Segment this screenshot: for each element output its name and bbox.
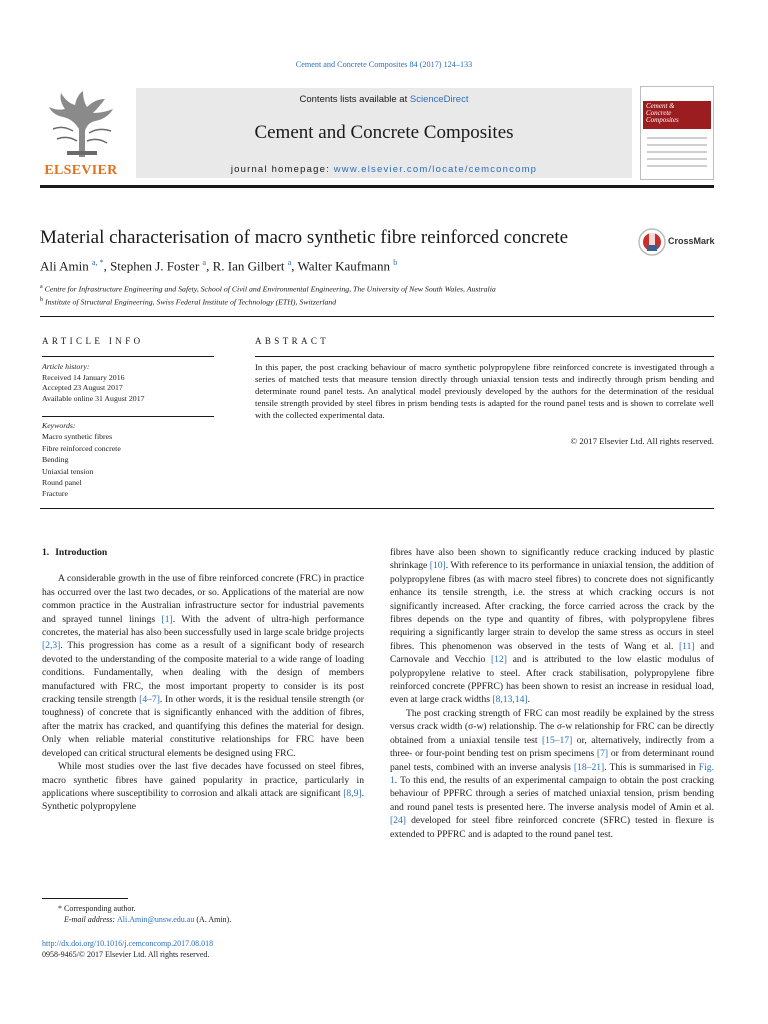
crossmark-badge[interactable] <box>638 228 718 256</box>
affiliation-list <box>40 282 714 307</box>
keyword-item: Bending <box>42 455 69 465</box>
journal-masthead <box>40 86 714 182</box>
cover-title-line: Concrete <box>646 109 672 117</box>
footnote-rule <box>42 898 128 899</box>
keyword-item: Fibre reinforced concrete <box>42 443 121 453</box>
affiliation-letter: b <box>40 296 43 303</box>
author-list: Ali Amin $^{a, *}$, Stephen J. Foster $^a$, R. Ian Gilbert $^a$, Walter Kaufmann $^b$ <box>40 258 398 274</box>
section-number: 1. <box>42 547 50 558</box>
author-affiliation-mark[interactable]: b <box>393 258 398 267</box>
history-accepted: Accepted 23 August 2017 <box>42 383 123 392</box>
history-label: Article history: <box>42 362 90 371</box>
keywords-rule <box>42 416 214 417</box>
cover-title-line: Composites <box>646 116 679 124</box>
journal-homepage-line <box>136 164 632 175</box>
abstract-rule <box>255 356 714 357</box>
elsevier-wordmark: ELSEVIER <box>44 163 118 178</box>
section-rule <box>40 316 714 317</box>
keywords-label: Keywords: <box>42 421 76 430</box>
article-info-heading: ARTICLE INFO <box>42 336 144 346</box>
reference-link[interactable]: [2,3] <box>42 640 61 652</box>
footnote-email: E-mail address: Ali.Amin@unsw.edu.au (A. Amin). <box>64 915 232 924</box>
reference-link[interactable]: [11] <box>678 640 695 652</box>
abstract-heading: ABSTRACT <box>255 336 330 346</box>
cover-title-band <box>643 101 711 129</box>
reference-link[interactable]: [15–17] <box>541 734 573 746</box>
reference-link[interactable]: [8,13,14] <box>492 694 528 706</box>
elsevier-tree-icon <box>43 89 119 159</box>
body-paragraph: A considerable growth in the use of fibre reinforced concrete (FRC) in practice has occurred over the last two decades, or so. Applications of the material are now common practice in the Australian infrastructure sector for industrial pavements and sprayed tunnel linings [1]. With the advent of ultra-high performance concretes, the material has also been successfully used in large scale bridge projects [2,3]. This progression has come as a result of a significant body of research devoted to the understanding of the composite material to a wide range of loading conditions. Fundamentally, when dealing with the design of members manufactured with FRC, the most important property to consider is its post cracking tensile strength [4–7]. In other words, it is the residual tensile strength (or toughness) of concrete that is significantly enhanced with the addition of fibres, after the matrix has cracked, and quantifying this defines the material for design. Only when reliable material constitutive relationships for FRC have been developed can critical structural elements be designed using FRC. <box>42 573 364 759</box>
masthead-banner <box>136 88 632 178</box>
keyword-item: Macro synthetic fibres <box>42 432 113 442</box>
keywords-list <box>42 420 214 500</box>
body-paragraph: fibres have also been shown to significantly reduce cracking induced by plastic shrinkage [10]. With reference to its performance in uniaxial tension, the addition of polypropylene fibres (as with macro steel fibres) to concrete does not significantly enhance its tensile strength, i.e. the stress at which cracking occurs is not significantly increased. After cracking, the force carried across the crack by the fibres depends on the type and quantity of fibres, with polypropylene fibres requiring a significantly larger strain to develop the same stress as occurs in steel fibres. This phenomenon was observed in the tests of Wang et al. [11] and Carnovale and Vecchio [12] and is attributed to the low elastic modulus of polypropylene relative to steel. After crack stabilisation, polypropylene fibre reinforced concrete (PPFRC) has been shown to resist an increase in residual load, even at large crack widths [8,13,14]. <box>390 547 715 706</box>
body-column-right <box>390 546 714 841</box>
reference-link[interactable]: [7] <box>596 748 609 760</box>
author-name[interactable]: Ali Amin <box>40 258 89 274</box>
reference-link[interactable]: [24] <box>390 815 406 827</box>
author-name[interactable]: Stephen J. Foster <box>110 258 200 274</box>
abstract-text: In this paper, the post cracking behaviour of macro synthetic polypropylene fibre reinforced concrete is investigated through a series of matched tests that measure tension directly through uniaxial tension tests and indirectly through prism bending and determinate round panel tests. An analytical model previously developed by the authors for the determination of the residual tensile strength provided by steel fibres in prism bending tests is adapted for the round panel tests and is shown to correlate well with the collected experimental data. <box>255 362 714 420</box>
reference-link[interactable]: [12] <box>490 654 507 666</box>
elsevier-logo[interactable] <box>40 86 122 180</box>
section-heading-introduction <box>42 546 364 559</box>
affiliation-text: Centre for Infrastructure Engineering and Safety, School of Civil and Environmental Engineering, The University of New South Wales, Australia <box>44 284 496 294</box>
reference-link[interactable]: [8,9] <box>343 787 362 799</box>
contents-available-line <box>136 94 632 105</box>
body-paragraph: The post cracking strength of FRC can most readily be explained by the stress versus crack width (σ-w) relationship. The σ-w relationship for FRC can be directly obtained from a uniaxial tensile test [15–17] or, alternatively, indirectly from a three- or four-point bending test on prism specimens [7] or from determinant round panel tests, combined with an inverse analysis [18–21]. This is summarised in Fig. 1. To this end, the results of an experimental campaign to obtain the post cracking behaviour of PPFRC through a series of matched uniaxial tension, prism bending and round panel tests is presented here. The inverse analysis model of Amin et al. [24] developed for steel fibre reinforced concrete (SFRC) tested in flexure is extended to PPFRC and is adapted to the round panel test. <box>390 707 715 840</box>
section-title: Introduction <box>55 547 108 558</box>
affiliation-letter: a <box>40 284 43 290</box>
author-affiliation-mark[interactable]: a <box>202 258 207 267</box>
masthead-rule <box>40 185 714 188</box>
reference-link[interactable]: [1] <box>161 613 173 625</box>
author-affiliation-mark[interactable]: a <box>287 258 292 267</box>
crossmark-icon <box>638 228 666 256</box>
journal-homepage-link[interactable]: www.elsevier.com/locate/cemconcomp <box>333 164 538 175</box>
cover-title-line: Cement & <box>646 102 675 110</box>
reference-link[interactable]: [10] <box>429 560 446 572</box>
doi-link[interactable]: http://dx.doi.org/10.1016/j.cemconcomp.2017.08.018 <box>42 939 214 948</box>
abstract-copyright: © 2017 Elsevier Ltd. All rights reserved. <box>570 436 714 446</box>
footnote-corresponding: * Corresponding author. <box>58 904 136 913</box>
corresponding-author-footnote <box>42 903 364 925</box>
affiliation-text: Institute of Structural Engineering, Swiss Federal Institute of Technology (ETH), Switzerland <box>45 297 337 307</box>
reference-link[interactable]: [4–7] <box>139 694 160 706</box>
author-name[interactable]: R. Ian Gilbert <box>212 258 285 274</box>
info-rule <box>42 356 214 357</box>
section-rule <box>40 508 714 509</box>
keyword-item: Round panel <box>42 478 82 488</box>
body-paragraph: While most studies over the last five decades have focussed on steel fibres, macro synthetic fibres have gained popularity in practice, particularly in applications where susceptibility to corrosion and alkali attack are significant [8,9]. Synthetic polypropylene <box>42 761 364 813</box>
contents-prefix: Contents lists available at <box>299 94 410 105</box>
figure-link[interactable]: Fig. 1 <box>390 761 714 786</box>
article-title: Material characterisation of macro synthetic fibre reinforced concrete <box>40 227 569 248</box>
history-received: Received 14 January 2016 <box>42 372 125 382</box>
doi-block <box>42 938 364 960</box>
crossmark-label: CrossMark <box>668 236 715 246</box>
affiliation-item <box>40 282 714 295</box>
homepage-prefix: journal homepage: <box>230 164 334 175</box>
affiliation-item <box>40 295 714 308</box>
sciencedirect-link[interactable]: ScienceDirect <box>409 94 469 105</box>
journal-cover-thumbnail[interactable] <box>640 86 714 180</box>
author-affiliation-mark[interactable]: a, * <box>92 258 104 267</box>
keyword-item: Fracture <box>42 489 68 499</box>
author-name[interactable]: Walter Kaufmann <box>297 258 390 274</box>
reference-link[interactable]: [18–21] <box>573 761 605 773</box>
cover-decoration <box>647 137 707 177</box>
keyword-item: Uniaxial tension <box>42 466 94 476</box>
journal-citation-link[interactable]: Cement and Concrete Composites 84 (2017) 124–133 <box>295 60 473 69</box>
history-online: Available online 31 August 2017 <box>42 393 145 403</box>
journal-title: Cement and Concrete Composites <box>254 122 514 143</box>
issn-line: 0958-9465/© 2017 Elsevier Ltd. All rights reserved. <box>42 950 210 959</box>
email-link[interactable]: Ali.Amin@unsw.edu.au <box>117 915 195 924</box>
body-column-left <box>42 546 364 814</box>
article-history <box>42 362 214 404</box>
